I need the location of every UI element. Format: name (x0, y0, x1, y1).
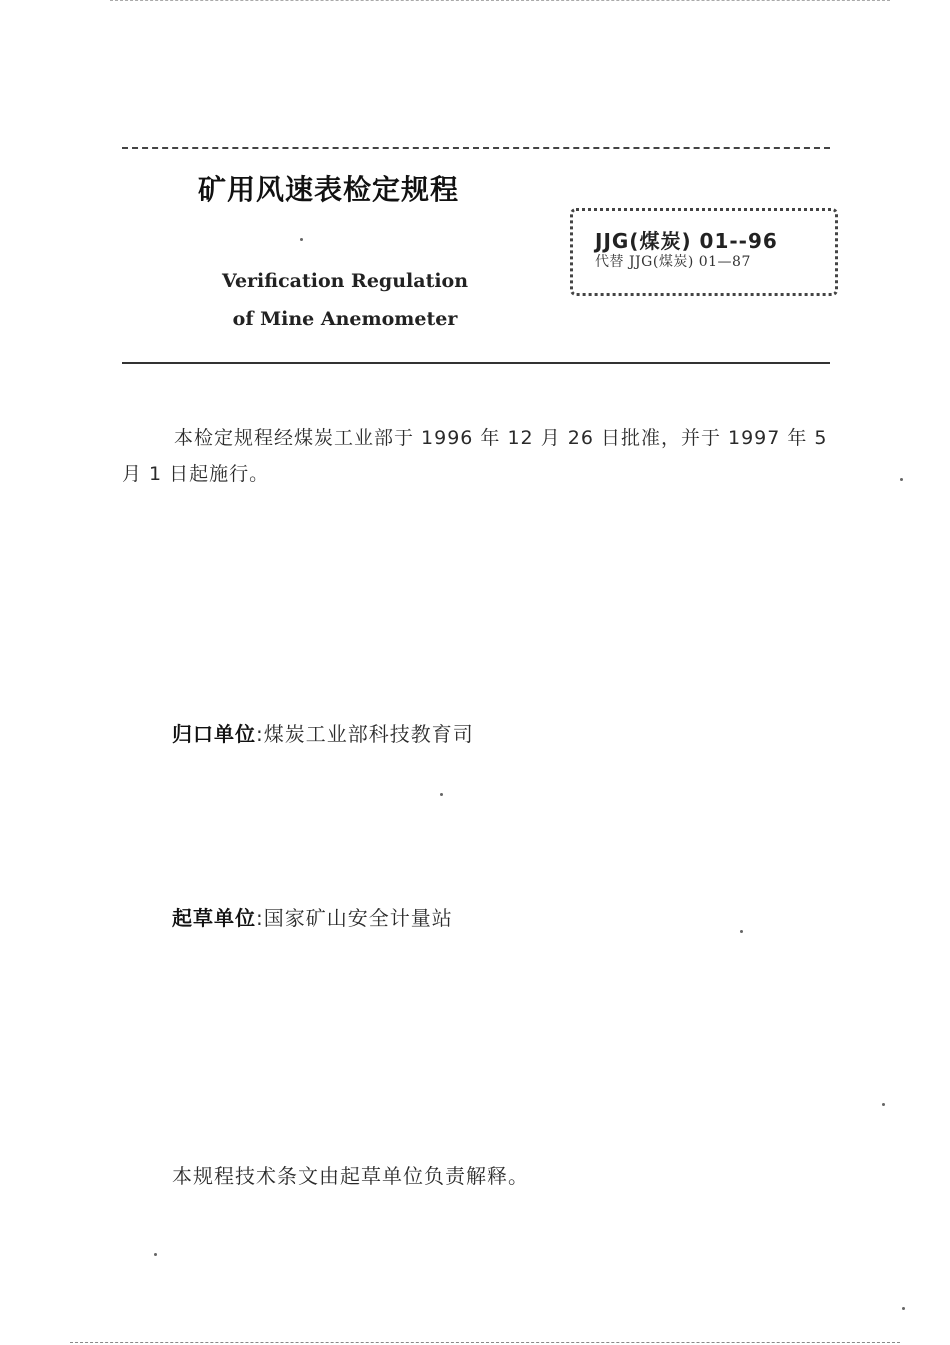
bottom-dashed-rule (70, 1342, 900, 1343)
scan-speck (440, 793, 443, 796)
top-divider (122, 147, 830, 149)
document-title-english (180, 262, 510, 338)
drafting-unit-value: 国家矿山安全计量站 (263, 906, 453, 930)
document-title-chinese: 矿用风速表检定规程 (198, 173, 460, 206)
standard-code-box (570, 208, 838, 296)
scan-speck (900, 478, 903, 481)
drafting-unit-label: 起草单位 (172, 906, 256, 930)
title-english-line-1: Verification Regulation (221, 270, 469, 292)
scan-speck (902, 1307, 905, 1310)
title-english-line-2: of Mine Anemometer (232, 308, 458, 330)
title-bottom-divider (122, 362, 830, 364)
standard-number: JJG(煤炭) 01--96 (595, 229, 778, 253)
header-dashed-rule (110, 0, 890, 1)
approval-paragraph: 本检定规程经煤炭工业部于 1996 年 12 月 26 日批准，并于 1997 年 5 月 1 日起施行。 (122, 427, 828, 485)
administrative-unit (172, 718, 474, 747)
scan-speck (154, 1253, 157, 1256)
administrative-unit-label: 归口单位 (172, 722, 256, 746)
scan-speck (740, 930, 743, 933)
scan-speck (300, 238, 303, 241)
replaced-standard: 代替 JJG(煤炭) 01—87 (595, 254, 751, 270)
label-colon: : (256, 722, 264, 746)
interpretation-note: 本规程技术条文由起草单位负责解释。 (172, 1164, 529, 1188)
administrative-unit-value: 煤炭工业部科技教育司 (263, 722, 474, 746)
scan-speck (882, 1103, 885, 1106)
label-colon: : (256, 906, 264, 930)
drafting-unit (172, 902, 453, 931)
